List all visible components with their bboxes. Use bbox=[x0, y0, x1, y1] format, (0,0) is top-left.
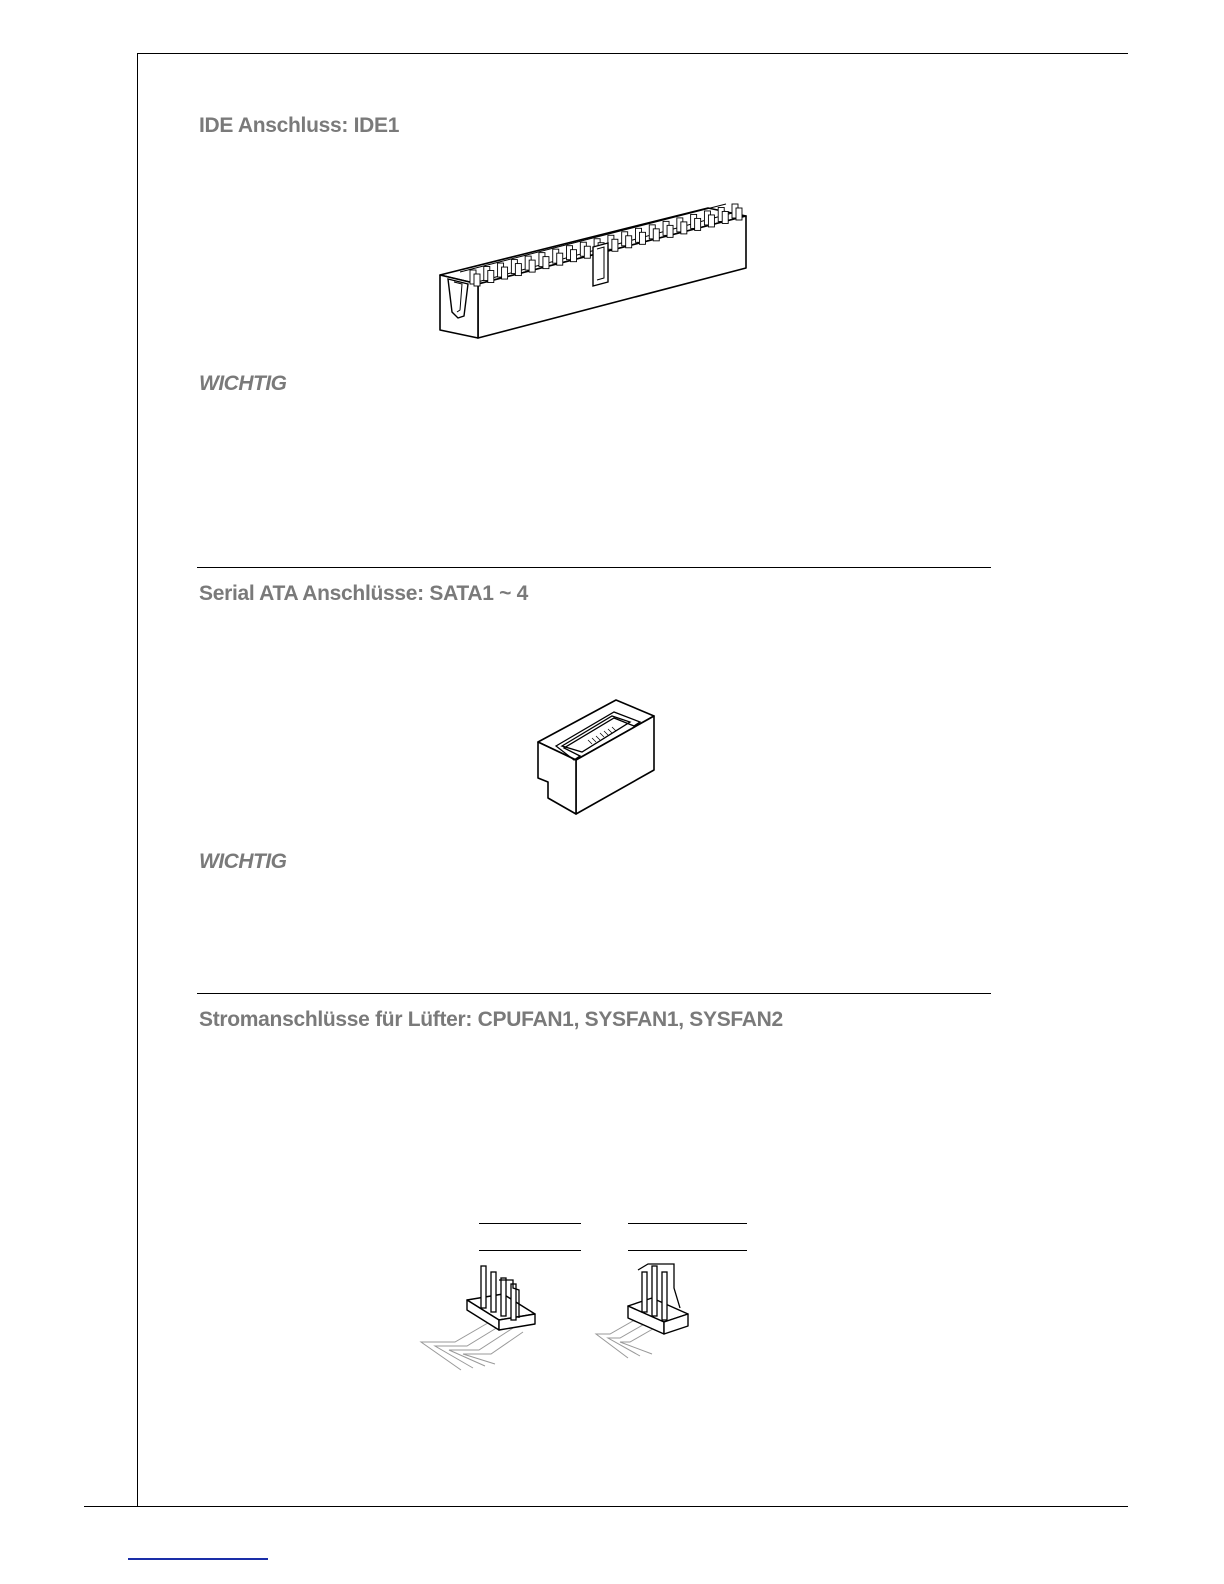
ide-pin bbox=[474, 274, 480, 286]
fan-3pin-connector-icon bbox=[590, 1258, 700, 1368]
fan-4pin-connector-icon bbox=[415, 1258, 545, 1378]
ide-pin bbox=[488, 271, 494, 283]
sata-connector-icon bbox=[530, 690, 660, 820]
fan-label-line bbox=[628, 1250, 747, 1251]
important-label-ide: WICHTIG bbox=[199, 372, 287, 395]
bottom-rule bbox=[84, 1506, 1128, 1507]
ide-pin bbox=[626, 236, 632, 248]
ide-pin bbox=[722, 211, 728, 223]
fan-label-line bbox=[479, 1250, 581, 1251]
ide-pin bbox=[708, 215, 714, 227]
important-label-sata: WICHTIG bbox=[199, 850, 287, 873]
top-rule bbox=[137, 53, 1128, 54]
section-heading-sata: Serial ATA Anschlüsse: SATA1 ~ 4 bbox=[199, 582, 529, 605]
ide-pin bbox=[667, 225, 673, 237]
ide-pin bbox=[502, 267, 508, 279]
ide-pin bbox=[515, 264, 521, 276]
section-divider bbox=[197, 567, 991, 568]
section-heading-fans: Stromanschlüsse für Lüfter: CPUFAN1, SYSFAN1, SYSFAN2 bbox=[199, 1008, 783, 1031]
left-rule bbox=[137, 53, 138, 1507]
ide-pin bbox=[529, 260, 535, 272]
section-heading-ide: IDE Anschluss: IDE1 bbox=[199, 114, 400, 137]
ide-pin bbox=[681, 222, 687, 234]
ide-connector-icon bbox=[430, 200, 760, 345]
ide-pin bbox=[639, 232, 645, 244]
ide-pin bbox=[653, 229, 659, 241]
ide-pin bbox=[736, 208, 742, 220]
ide-pin bbox=[695, 218, 701, 230]
ide-pin bbox=[571, 250, 577, 262]
ide-pin bbox=[543, 257, 549, 269]
ide-pin bbox=[612, 239, 618, 251]
footer-accent-bar bbox=[128, 1558, 268, 1560]
fan-label-line bbox=[628, 1223, 747, 1224]
ide-pin bbox=[557, 253, 563, 265]
ide-pin bbox=[584, 246, 590, 258]
fan-label-line bbox=[479, 1223, 581, 1224]
section-divider bbox=[197, 993, 991, 994]
